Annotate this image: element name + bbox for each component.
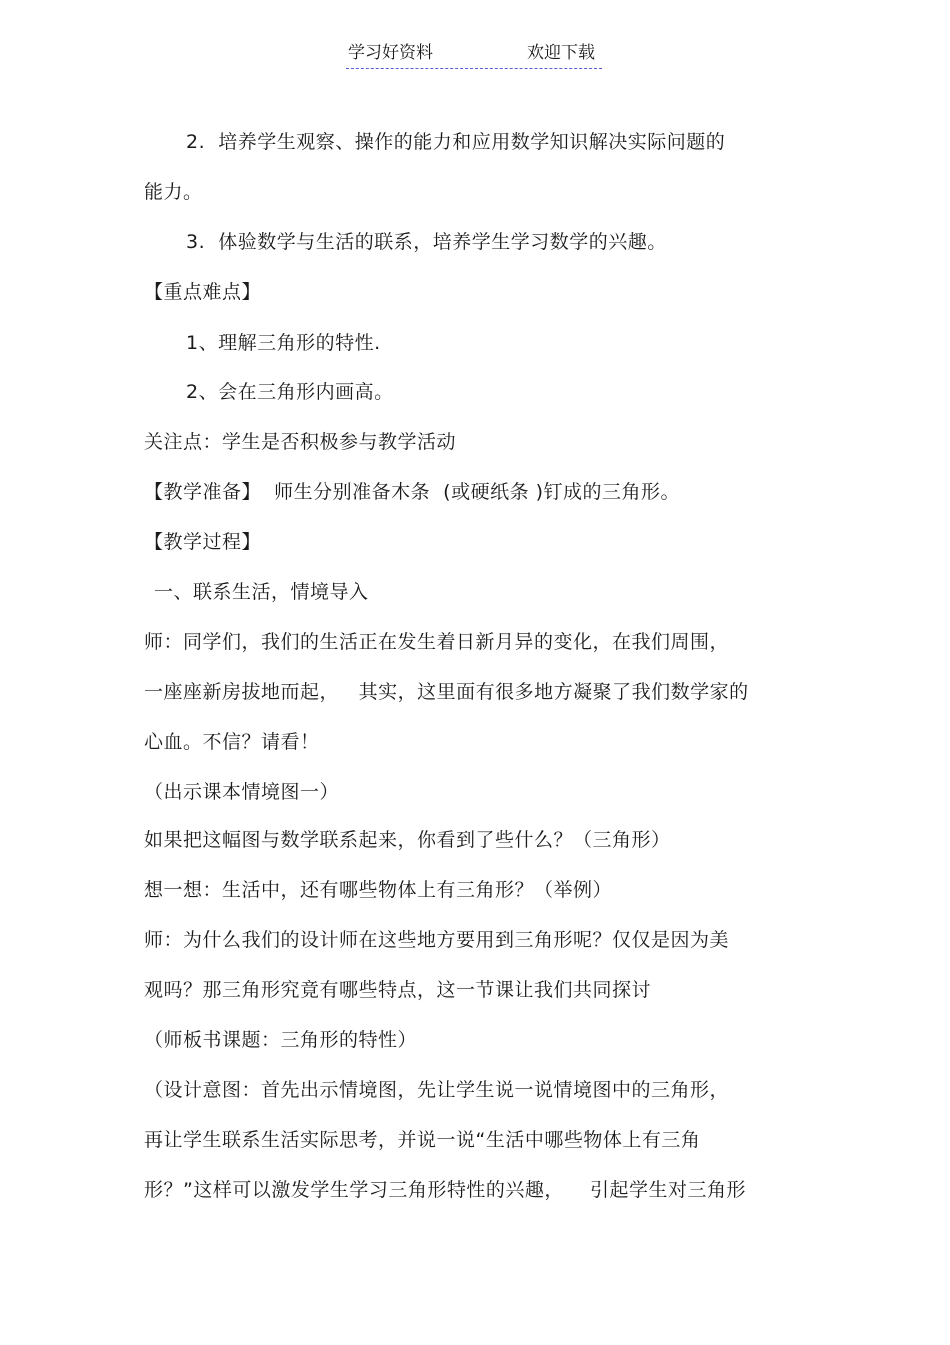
objective-2-line-2: 能力。 [144,181,203,203]
teaching-preparation: 【教学准备】 师生分别准备木条 (或硬纸条 )钉成的三角形。 [144,481,681,503]
paragraph-line: 观吗？那三角形究竟有哪些特点，这一节课让我们共同探讨 [144,979,652,1001]
paragraph-line: （出示课本情境图一） [144,781,340,803]
header-left-text: 学习好资料 [348,43,433,63]
page-header [346,42,602,69]
teaching-process-heading: 【教学过程】 [144,531,262,553]
paragraph-line: 师：同学们，我们的生活正在发生着日新月异的变化，在我们周围， [144,631,730,653]
paragraph-line: 师：为什么我们的设计师在这些地方要用到三角形呢？仅仅是因为美 [144,929,730,951]
section-1-heading: 一、联系生活，情境导入 [154,581,369,603]
objective-3: 3. 体验数学与生活的联系，培养学生学习数学的兴趣。 [186,231,667,253]
focus-point: 关注点：学生是否积极参与教学活动 [144,431,457,453]
paragraph-line: 再让学生联系生活实际思考，并说一说“生活中哪些物体上有三角 [144,1129,701,1151]
objective-2-line-1: 2. 培养学生观察、操作的能力和应用数学知识解决实际问题的 [186,131,726,153]
key-points-heading: 【重点难点】 [144,281,262,303]
paragraph-line: 心血。不信？请看！ [144,731,320,753]
key-point-2: 2、会在三角形内画高。 [186,381,394,403]
paragraph-line: （设计意图：首先出示情境图，先让学生说一说情境图中的三角形， [144,1079,730,1101]
header-right-text: 欢迎下载 [527,43,595,63]
paragraph-line: 一座座新房拔地而起， 其实，这里面有很多地方凝聚了我们数学家的 [144,681,749,703]
paragraph-line: 如果把这幅图与数学联系起来，你看到了些什么？（三角形） [144,829,671,851]
paragraph-line: （师板书课题：三角形的特性） [144,1029,418,1051]
key-point-1: 1、理解三角形的特性. [186,332,381,354]
paragraph-line: 形？”这样可以激发学生学习三角形特性的兴趣， 引起学生对三角形 [144,1179,747,1201]
paragraph-line: 想一想：生活中，还有哪些物体上有三角形？（举例） [144,879,613,901]
